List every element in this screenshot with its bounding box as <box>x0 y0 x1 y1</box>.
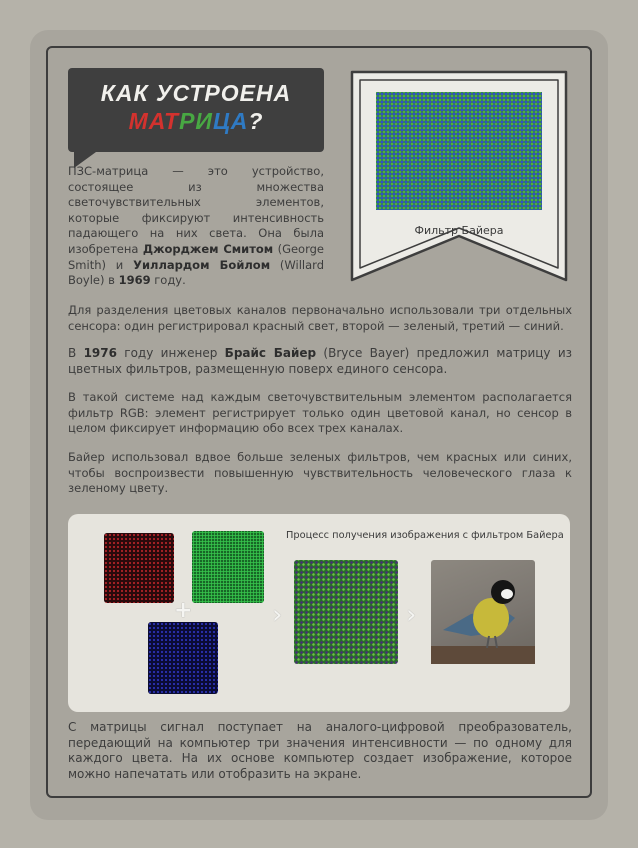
name-boyle: Уиллардом Бойлом <box>133 257 271 272</box>
process-title: Процесс получения изображения с фильтром Байера <box>286 530 564 541</box>
intro-paragraph: ПЗС-матрица — это устройство, состоящее из множества светочувствительных элементов, которые фиксируют интенсивность падающего на них света. Она была изобретена Джорджем Смитом (George Smith) и Уиллардом Бойлом (Willard Boyle) в 1969 году. <box>68 164 324 288</box>
green-channel-image <box>192 531 264 603</box>
title-part-green: РИ <box>179 108 213 134</box>
mosaic-image <box>294 560 398 664</box>
paragraph-rgb-filter: В такой системе над каждым светочувствительным элементом располагается фильтр RGB: элемент регистрирует только один цветовой канал, но сенсор в целом фиксирует информацию обо всех трех каналах. <box>68 390 572 436</box>
process-panel <box>68 514 570 712</box>
chevron-right-icon: › <box>406 600 417 630</box>
title-part-red: МАТ <box>128 108 180 134</box>
year-1976: 1976 <box>83 346 117 360</box>
year-1969: 1969 <box>118 273 151 288</box>
paragraph-green-filters: Байер использовал вдвое больше зеленых фильтров, чем красных или синих, чтобы воспроизвести повышенную чувствительность человеческого глаза к зеленому цвету. <box>68 450 572 496</box>
title-banner <box>68 68 324 152</box>
name-smith: Джорджем Смитом <box>142 241 274 256</box>
plus-icon: + <box>174 598 193 623</box>
title-part-blue: ЦА <box>212 108 249 134</box>
paragraph-adc: С матрицы сигнал поступает на аналого-цифровой преобразователь, передающий на компьютер три значения интенсивности — по одному для каждого цвета. На их основе компьютер создает изображение, которое можно напечатать или отобразить на экране. <box>68 720 572 781</box>
red-channel-image <box>104 533 174 603</box>
title-line-2 <box>68 108 324 135</box>
bayer-filter-figure <box>348 68 570 284</box>
bayer-mosaic-pattern <box>376 92 542 210</box>
name-bayer: Брайс Байер <box>224 346 317 360</box>
bayer-caption: Фильтр Байера <box>414 224 504 237</box>
blue-channel-image <box>148 622 218 694</box>
title-line-1: КАК УСТРОЕНА <box>100 80 292 106</box>
title-question-mark: ? <box>248 108 264 134</box>
paragraph-bayer-invention: В 1976 году инженер Брайс Байер (Bryce Bayer) предложил матрицу из цветных фильтров, размещенную поверх единого сенсора. <box>68 346 573 376</box>
chevron-right-icon: › <box>272 600 283 630</box>
bird-photo <box>431 560 535 664</box>
bird-illustration <box>431 560 535 664</box>
paragraph-sensors: Для разделения цветовых каналов первоначально использовали три отдельных сенсора: один регистрировал красный свет, второй — зеленый, третий — синий. <box>68 303 572 333</box>
